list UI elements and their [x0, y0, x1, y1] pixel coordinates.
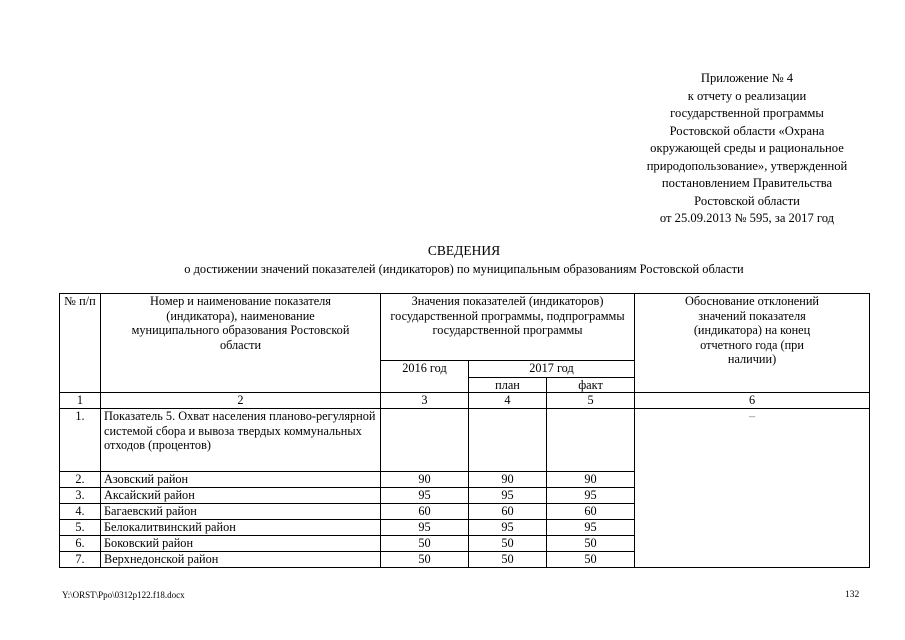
- row-name: Аксайский район: [101, 488, 381, 504]
- row-num: 2.: [60, 472, 101, 488]
- appendix-line: природопользование», утвержденной: [646, 158, 848, 173]
- indicator-name: Показатель 5. Охват населения планово-регулярной системой сбора и вывоза твердых коммунальных отходов (процентов): [101, 409, 381, 472]
- column-numbers-row: [60, 393, 870, 409]
- appendix-line: окружающей среды и рациональное: [650, 141, 844, 155]
- indicator-row: [60, 409, 870, 472]
- file-path: Y:\ORST\Ppo\0312p122.f18.docx: [62, 590, 185, 600]
- row-fact: 60: [547, 504, 635, 520]
- row-name: Азовский район: [101, 472, 381, 488]
- row-fact: 95: [547, 488, 635, 504]
- col-number: 1: [60, 393, 101, 409]
- col-number: 2: [101, 393, 381, 409]
- row-name: Боковский район: [101, 536, 381, 552]
- row-fact: 50: [547, 552, 635, 568]
- header-values: Значения показателей (индикаторов) государственной программы, подпрограммы государственной программы: [381, 294, 635, 361]
- appendix-header: [612, 70, 882, 228]
- row-name: Белокалитвинский район: [101, 520, 381, 536]
- row-num: 4.: [60, 504, 101, 520]
- appendix-line: Приложение № 4: [700, 71, 794, 85]
- row-name: Багаевский район: [101, 504, 381, 520]
- row-2016: 95: [381, 520, 469, 536]
- row-plan: 95: [469, 488, 547, 504]
- row-2016: 90: [381, 472, 469, 488]
- appendix-line: государственной программы: [670, 106, 824, 120]
- appendix-line: Ростовской области «Охрана: [669, 123, 825, 138]
- row-2016: 95: [381, 488, 469, 504]
- row-fact: 90: [547, 472, 635, 488]
- header-plan: план: [469, 377, 547, 393]
- indicator-num: 1.: [60, 409, 101, 472]
- page-number: 132: [845, 590, 860, 600]
- appendix-line: от 25.09.2013 № 595, за 2017 год: [659, 211, 835, 225]
- header-name: Номер и наименование показателя (индикатора), наименование муниципального образования Ростовской области: [101, 294, 381, 393]
- indicator-fact: [547, 409, 635, 472]
- appendix-line: Ростовской области: [694, 193, 800, 208]
- document-title: СВЕДЕНИЯ: [427, 243, 501, 258]
- row-2016: 50: [381, 552, 469, 568]
- document-subtitle: о достижении значений показателей (индикаторов) по муниципальным образованиям Ростовской области: [184, 262, 744, 276]
- header-2016: 2016 год: [381, 361, 469, 393]
- col-number: 4: [469, 393, 547, 409]
- indicator-2016: [381, 409, 469, 472]
- row-plan: 60: [469, 504, 547, 520]
- header-justification: Обоснование отклонений значений показателя (индикатора) на конец отчетного года (при наличии): [635, 294, 870, 393]
- row-fact: 95: [547, 520, 635, 536]
- row-fact: 50: [547, 536, 635, 552]
- row-plan: 90: [469, 472, 547, 488]
- indicator-justification: –: [635, 409, 870, 568]
- row-num: 6.: [60, 536, 101, 552]
- row-plan: 95: [469, 520, 547, 536]
- col-number: 6: [635, 393, 870, 409]
- row-2016: 60: [381, 504, 469, 520]
- row-name: Верхнедонской район: [101, 552, 381, 568]
- row-num: 3.: [60, 488, 101, 504]
- table-header-row: [60, 294, 870, 361]
- appendix-line: постановлением Правительства: [661, 176, 833, 190]
- col-number: 5: [547, 393, 635, 409]
- row-2016: 50: [381, 536, 469, 552]
- row-num: 5.: [60, 520, 101, 536]
- row-plan: 50: [469, 552, 547, 568]
- header-fact: факт: [547, 377, 635, 393]
- indicator-plan: [469, 409, 547, 472]
- header-num: № п/п: [60, 294, 101, 393]
- col-number: 3: [381, 393, 469, 409]
- indicators-table: [59, 293, 870, 568]
- appendix-line: к отчету о реализации: [687, 88, 807, 103]
- header-2017: 2017 год: [469, 361, 635, 378]
- row-plan: 50: [469, 536, 547, 552]
- row-num: 7.: [60, 552, 101, 568]
